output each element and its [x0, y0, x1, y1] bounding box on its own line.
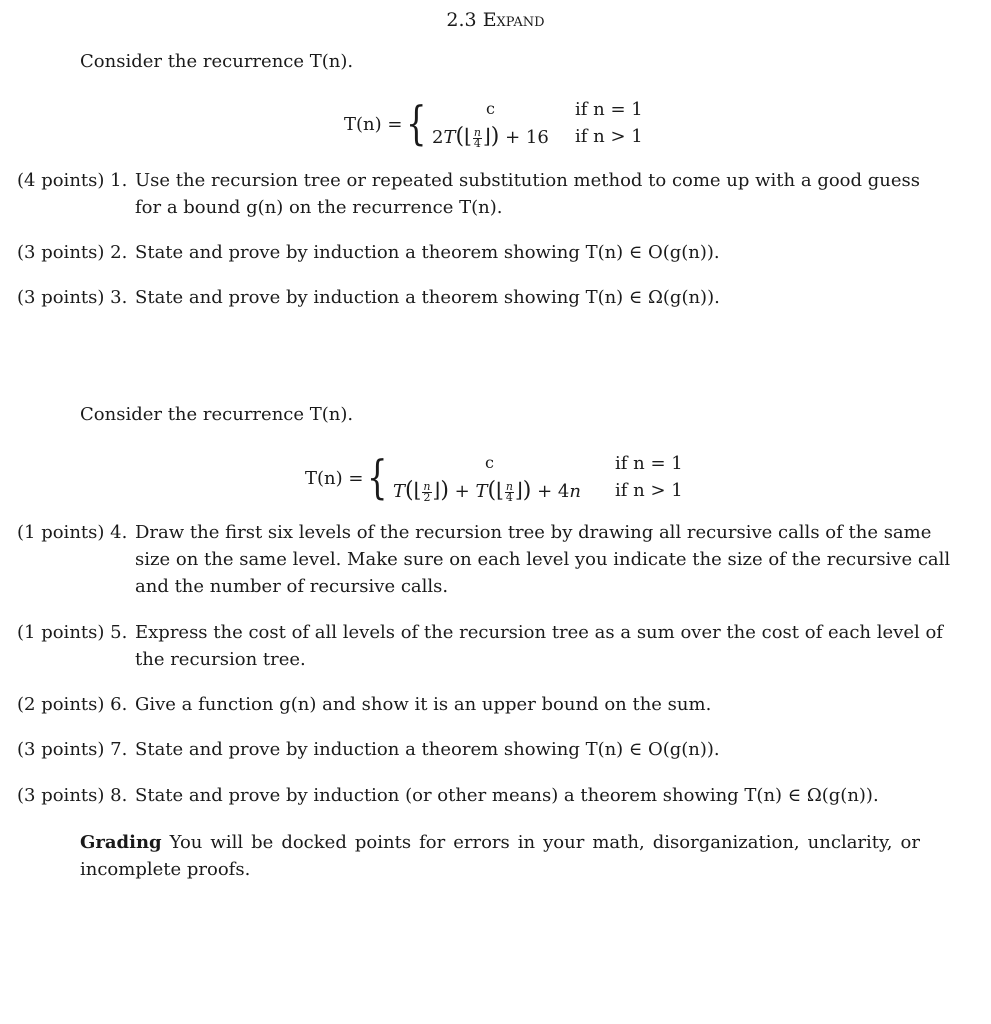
item3-points: (3 points) 3. [17, 287, 128, 308]
case1-expression: c [486, 99, 495, 118]
part1-intro: Consider the recurrence T(n). [80, 51, 354, 72]
part2-recurrence [305, 450, 705, 510]
item7-text: State and prove by induction a theorem showing T(n) ∈ O(g(n)). [135, 739, 720, 760]
grading-note [80, 829, 920, 883]
item4-text-line1: Draw the first six levels of the recursion tree by drawing all recursive calls of the same [135, 522, 932, 543]
case1-condition: if n = 1 [575, 99, 643, 120]
item6-points: (2 points) 6. [17, 694, 128, 715]
section-title: Expand [482, 9, 545, 31]
item5-text-line1: Express the cost of all levels of the recursion tree as a sum over the cost of each level of [135, 622, 943, 643]
item3-text: State and prove by induction a theorem showing T(n) ∈ Ω(g(n)). [135, 287, 720, 308]
section-number: 2.3 [446, 9, 477, 31]
part2-intro: Consider the recurrence T(n). [80, 404, 354, 425]
case1-expression: c [485, 453, 494, 472]
item1-text: Use the recursion tree or repeated substitution method to come up with a good guess [135, 170, 920, 191]
left-brace: { [367, 450, 388, 504]
grading-text: You will be docked points for errors in your math, disorganization, unclarity, or incomplete proofs. [80, 832, 920, 880]
item1-text-cont: for a bound g(n) on the recurrence T(n). [135, 197, 503, 218]
case2-condition: if n > 1 [575, 126, 643, 147]
part1-recurrence [344, 96, 664, 156]
case1-condition: if n = 1 [615, 453, 683, 474]
item5-text-line2: the recursion tree. [135, 649, 306, 670]
item4-points: (1 points) 4. [17, 522, 128, 543]
item8-text: State and prove by induction (or other means) a theorem showing T(n) ∈ Ω(g(n)). [135, 785, 879, 806]
case2-expression: 2T(⌊ $\frac{n}{4}$ ⌋) + 16 [432, 124, 549, 150]
item2-text: State and prove by induction a theorem showing T(n) ∈ O(g(n)). [135, 242, 720, 263]
item5-points: (1 points) 5. [17, 622, 128, 643]
left-brace: { [406, 96, 427, 150]
grading-label: Grading [80, 832, 162, 853]
item4-text-line3: and the number of recursive calls. [135, 576, 449, 597]
item2-points: (3 points) 2. [17, 242, 128, 263]
recurrence-lhs: T(n) = [344, 114, 403, 135]
recurrence-lhs: T(n) = [305, 468, 364, 489]
item4-text-line2: size on the same level. Make sure on each level you indicate the size of the recursive call [135, 549, 951, 570]
item7-points: (3 points) 7. [17, 739, 128, 760]
item8-points: (3 points) 8. [17, 785, 128, 806]
item1-points: (4 points) 1. [17, 170, 128, 191]
case2-condition: if n > 1 [615, 480, 683, 501]
section-heading [0, 9, 991, 31]
case2-expression: T(⌊ $\frac{n}{2}$ ⌋) + T(⌊ $\frac{n}{4}$ ⌋) + 4n [393, 478, 581, 504]
item6-text: Give a function g(n) and show it is an upper bound on the sum. [135, 694, 712, 715]
